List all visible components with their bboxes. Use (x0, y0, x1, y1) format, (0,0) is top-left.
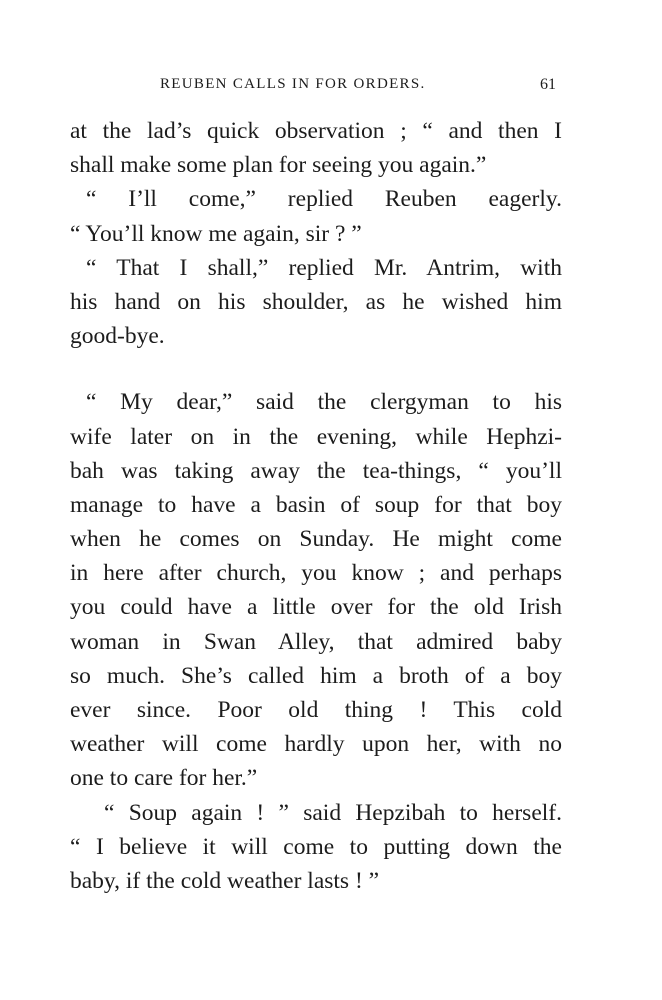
text-line: his hand on his shoulder, as he wished him (70, 288, 562, 315)
text-line: “ I’ll come,” replied Reuben eagerly. (86, 186, 562, 213)
running-title: REUBEN CALLS IN FOR ORDERS. (160, 76, 426, 92)
running-head (70, 76, 560, 100)
paragraph (70, 182, 562, 250)
text-line: in here after church, you know ; and perhaps (70, 560, 562, 587)
text-line: at the lad’s quick observation ; “ and then I (70, 118, 562, 144)
text-line: “ My dear,” said the clergyman to his (86, 389, 562, 416)
text-line: manage to have a basin of soup for that boy (70, 491, 562, 518)
paragraph (70, 796, 562, 899)
text-line: woman in Swan Alley, that admired baby (70, 628, 562, 655)
text-line: shall make some plan for seeing you again.” (70, 152, 487, 179)
text-line: “ You’ll know me again, sir ? ” (70, 220, 362, 247)
text-line: so much. She’s called him a broth of a boy (70, 662, 562, 689)
paragraph (70, 114, 562, 182)
text-line: one to care for her.” (70, 765, 258, 792)
text-line: when he comes on Sunday. He might come (70, 526, 562, 553)
paragraph (70, 251, 562, 354)
text-line: ever since. Poor old thing ! This cold (70, 697, 562, 723)
text-line: you could have a little over for the old Irish (70, 594, 562, 621)
text-line: good-bye. (70, 323, 165, 350)
section-break (70, 353, 562, 385)
text-line: “ Soup again ! ” said Hepzibah to herself. (104, 799, 562, 826)
text-line: “ That I shall,” replied Mr. Antrim, with (86, 254, 562, 281)
body-text (70, 114, 562, 898)
text-line: baby, if the cold weather lasts ! ” (70, 867, 380, 894)
paragraph (70, 385, 562, 795)
text-line: wife later on in the evening, while Hephzi- (70, 423, 562, 450)
text-line: bah was taking away the tea-things, “ you’ll (70, 457, 562, 484)
text-line: weather will come hardly upon her, with no (70, 731, 562, 758)
text-line: “ I believe it will come to putting down the (70, 833, 562, 860)
page-number: 61 (540, 76, 556, 93)
